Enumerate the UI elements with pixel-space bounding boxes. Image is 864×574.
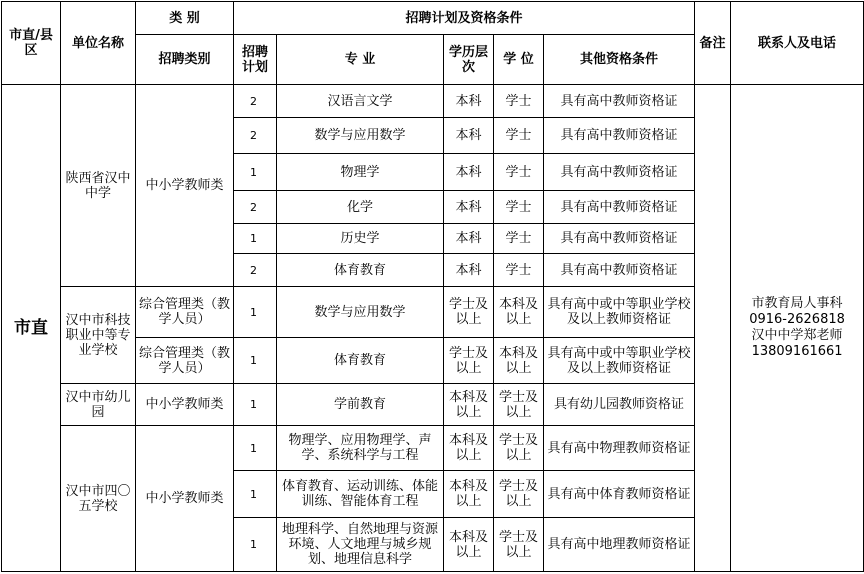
major-cell: 体育教育、运动训练、体能训练、智能体育工程	[277, 471, 444, 518]
education-cell: 本科及以上	[444, 518, 494, 572]
header-category-group: 类 别	[136, 2, 234, 35]
unit-category: 中小学教师类	[136, 85, 234, 287]
major-cell: 物理学、应用物理学、声学、系统科学与工程	[277, 426, 444, 471]
contact-line: 汉中中学郑老师	[751, 328, 843, 343]
contact-line: 市教育局人事科	[751, 296, 843, 311]
other-cell: 具有高中教师资格证	[544, 118, 695, 154]
degree-cell: 学士	[494, 85, 544, 118]
count-cell: 2	[234, 254, 277, 287]
other-cell: 具有高中或中等职业学校及以上教师资格证	[544, 287, 695, 338]
count-cell: 1	[234, 287, 277, 338]
unit-name: 汉中市科技职业中等专业学校	[61, 287, 136, 384]
education-cell: 学士及以上	[444, 338, 494, 384]
count-cell: 1	[234, 338, 277, 384]
unit-name: 汉中市四〇五学校	[61, 426, 136, 572]
count-cell: 1	[234, 224, 277, 254]
major-cell: 地理科学、自然地理与资源环境、人文地理与城乡规划、地理信息科学	[277, 518, 444, 572]
major-cell: 化学	[277, 191, 444, 224]
degree-cell: 学士及以上	[494, 384, 544, 426]
header-region: 市直/县区	[2, 2, 61, 85]
major-cell: 历史学	[277, 224, 444, 254]
unit-category: 综合管理类（教学人员）	[136, 287, 234, 338]
count-cell: 1	[234, 518, 277, 572]
count-cell: 2	[234, 118, 277, 154]
education-cell: 本科	[444, 191, 494, 224]
note-cell	[695, 85, 731, 572]
other-cell: 具有高中体育教师资格证	[544, 471, 695, 518]
header-unit: 单位名称	[61, 2, 136, 85]
other-cell: 具有高中教师资格证	[544, 85, 695, 118]
other-cell: 具有高中教师资格证	[544, 191, 695, 224]
table-row	[2, 85, 864, 118]
degree-cell: 本科及以上	[494, 287, 544, 338]
contact-line: 0916-2626818	[749, 312, 845, 327]
education-cell: 本科	[444, 154, 494, 191]
degree-cell: 本科及以上	[494, 338, 544, 384]
count-cell: 1	[234, 154, 277, 191]
count-cell: 1	[234, 426, 277, 471]
header-category: 招聘类别	[136, 35, 234, 85]
count-cell: 1	[234, 384, 277, 426]
unit-name: 陕西省汉中中学	[61, 85, 136, 287]
education-cell: 学士及以上	[444, 287, 494, 338]
degree-cell: 学士	[494, 224, 544, 254]
header-other: 其他资格条件	[544, 35, 695, 85]
other-cell: 具有高中物理教师资格证	[544, 426, 695, 471]
education-cell: 本科	[444, 85, 494, 118]
degree-cell: 学士及以上	[494, 426, 544, 471]
unit-category: 中小学教师类	[136, 426, 234, 572]
count-cell: 1	[234, 471, 277, 518]
major-cell: 体育教育	[277, 254, 444, 287]
other-cell: 具有幼儿园教师资格证	[544, 384, 695, 426]
education-cell: 本科及以上	[444, 471, 494, 518]
recruitment-table	[1, 1, 864, 572]
degree-cell: 学士	[494, 118, 544, 154]
education-cell: 本科	[444, 224, 494, 254]
other-cell: 具有高中地理教师资格证	[544, 518, 695, 572]
other-cell: 具有高中或中等职业学校及以上教师资格证	[544, 338, 695, 384]
other-cell: 具有高中教师资格证	[544, 254, 695, 287]
header-contact: 联系人及电话	[731, 2, 864, 85]
count-cell: 2	[234, 191, 277, 224]
degree-cell: 学士及以上	[494, 471, 544, 518]
education-cell: 本科及以上	[444, 384, 494, 426]
degree-cell: 学士	[494, 154, 544, 191]
contact-line: 13809161661	[751, 344, 843, 359]
degree-cell: 学士	[494, 191, 544, 224]
header-major: 专 业	[277, 35, 444, 85]
major-cell: 物理学	[277, 154, 444, 191]
contact-cell	[731, 85, 864, 572]
education-cell: 本科	[444, 118, 494, 154]
major-cell: 数学与应用数学	[277, 287, 444, 338]
education-cell: 本科	[444, 254, 494, 287]
other-cell: 具有高中教师资格证	[544, 224, 695, 254]
region-cell: 市直	[2, 85, 61, 572]
major-cell: 学前教育	[277, 384, 444, 426]
header-degree: 学 位	[494, 35, 544, 85]
degree-cell: 学士及以上	[494, 518, 544, 572]
unit-name: 汉中市幼儿园	[61, 384, 136, 426]
unit-category: 中小学教师类	[136, 384, 234, 426]
other-cell: 具有高中教师资格证	[544, 154, 695, 191]
unit-category: 综合管理类（教学人员）	[136, 338, 234, 384]
header-count: 招聘计划	[234, 35, 277, 85]
degree-cell: 学士	[494, 254, 544, 287]
major-cell: 汉语言文学	[277, 85, 444, 118]
education-cell: 本科及以上	[444, 426, 494, 471]
count-cell: 2	[234, 85, 277, 118]
header-note: 备注	[695, 2, 731, 85]
header-education: 学历层次	[444, 35, 494, 85]
header-plan-group: 招聘计划及资格条件	[234, 2, 695, 35]
major-cell: 体育教育	[277, 338, 444, 384]
major-cell: 数学与应用数学	[277, 118, 444, 154]
